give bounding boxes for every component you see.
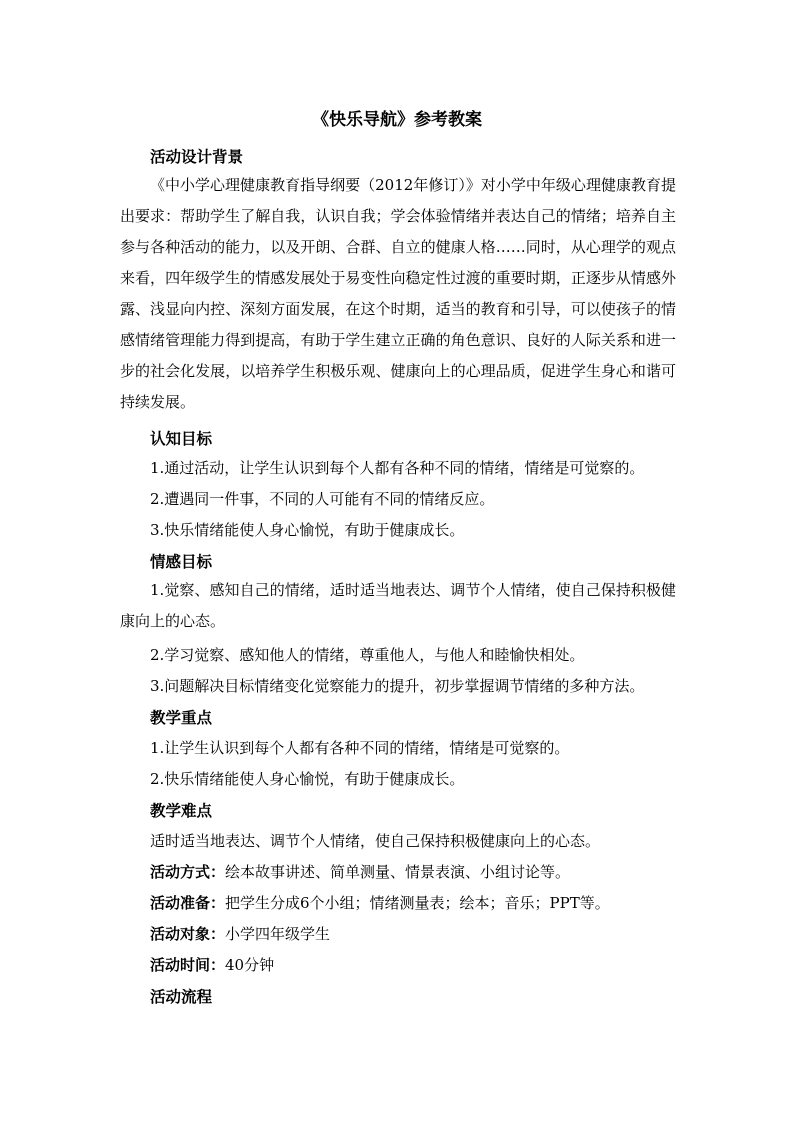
cognitive-goals-heading: 认知目标 xyxy=(150,429,213,448)
target-label: 活动对象： xyxy=(150,925,226,943)
emotional-goal-item: 2.学习觉察、感知他人的情绪，尊重他人，与他人和睦愉快相处。 xyxy=(150,646,585,664)
time-label: 活动时间： xyxy=(150,956,226,974)
difficulty-heading: 教学难点 xyxy=(150,801,213,820)
key-points-heading: 教学重点 xyxy=(150,708,213,727)
key-point-item: 1.让学生认识到每个人都有各种不同的情绪，情绪是可觉察的。 xyxy=(150,739,570,757)
time-row xyxy=(150,954,274,975)
cognitive-goal-item: 1.通过活动，让学生认识到每个人都有各种不同的情绪，情绪是可觉察的。 xyxy=(150,459,645,477)
method-row xyxy=(150,861,570,882)
key-point-item: 2.快乐情绪能使人身心愉悦，有助于健康成长。 xyxy=(150,770,465,788)
emotional-goals-heading: 情感目标 xyxy=(150,552,213,571)
prep-row xyxy=(150,892,610,913)
target-value: 小学四年级学生 xyxy=(225,925,331,943)
emotional-goal-item: 1.觉察、感知自己的情绪，适时适当地表达、调节个人情绪，使自己保持积极健康向上的心态。 xyxy=(120,581,676,630)
difficulty-text: 适时适当地表达、调节个人情绪，使自己保持积极健康向上的心态。 xyxy=(150,832,601,850)
method-value: 绘本故事讲述、简单测量、情景表演、小组讨论等。 xyxy=(225,863,571,881)
cognitive-goal-item: 2.遭遇同一件事，不同的人可能有不同的情绪反应。 xyxy=(150,490,495,508)
method-label: 活动方式： xyxy=(150,863,226,881)
time-value: 40分钟 xyxy=(225,956,275,974)
page-title: 《快乐导航》参考教案 xyxy=(312,110,482,130)
background-heading: 活动设计背景 xyxy=(150,147,244,166)
flow-heading: 活动流程 xyxy=(150,987,213,1006)
prep-label: 活动准备： xyxy=(150,894,226,912)
prep-value: 把学生分成6个小组；情绪测量表；绘本；音乐；PPT等。 xyxy=(225,894,610,912)
emotional-goal-item: 3.问题解决目标情绪变化觉察能力的提升，初步掌握调节情绪的多种方法。 xyxy=(150,677,645,695)
cognitive-goal-item: 3.快乐情绪能使人身心愉悦，有助于健康成长。 xyxy=(150,521,465,539)
background-paragraph: 《中小学心理健康教育指导纲要（2012年修订）》对小学中年级心理健康教育提出要求：帮助学生了解自我，认识自我；学会体验情绪并表达自己的情绪；培养自主参与各种活动的能力，以及开朗、合群、自立的健康人格……同时，从心理学的观点来看，四年级学生的情感发展处于易变性向稳定性过渡的重要时期，正逐步从情感外露、浅显向内控、深刻方面发展，在这个时期，适当的教育和引导，可以使孩子的情感情绪管理能力得到提高，有助于学生建立正确的角色意识、良好的人际关系和进一步的社会化发展，以培养学生积极乐观、健康向上的心理品质，促进学生身心和谐可持续发展。 xyxy=(120,176,676,411)
target-row xyxy=(150,923,330,944)
